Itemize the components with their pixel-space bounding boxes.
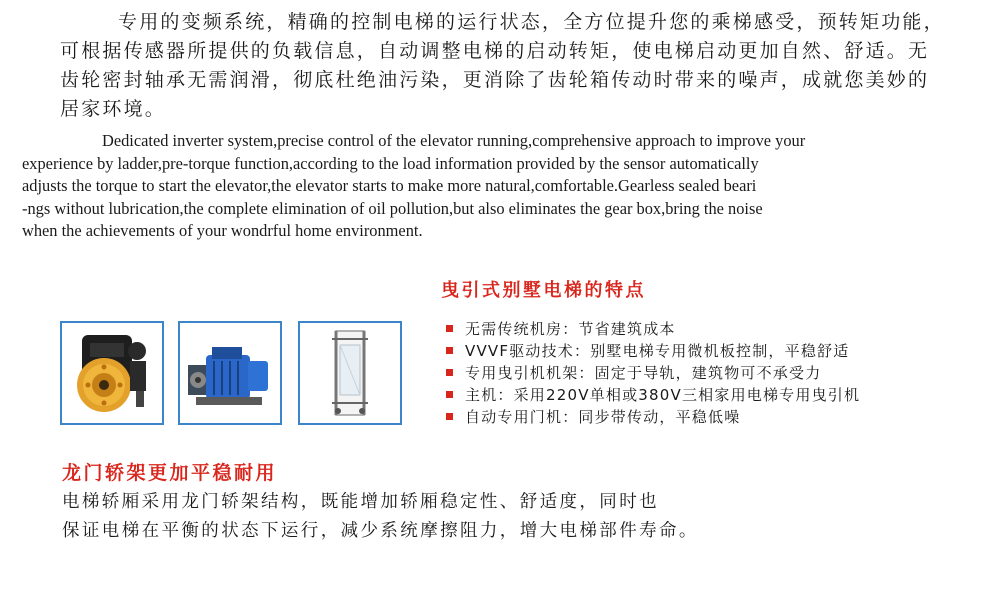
square-bullet-icon <box>446 325 453 332</box>
geared-motor-image <box>178 321 282 425</box>
traction-machine-icon <box>64 325 160 421</box>
intro-english-paragraph <box>22 130 947 243</box>
gantry-section-title: 龙门轿架更加平稳耐用 <box>62 462 278 484</box>
square-bullet-icon <box>446 369 453 376</box>
features-list <box>446 317 860 427</box>
features-title: 曳引式别墅电梯的特点 <box>441 280 646 301</box>
english-line: when the achievements of your wondrful home environment. <box>22 221 423 241</box>
intro-chinese-paragraph: 专用的变频系统，精确的控制电梯的运行状态，全方位提升您的乘梯感受，预转矩功能，可根据传感器所提供的负载信息，自动调整电梯的启动转矩，使电梯启动更加自然、舒适。无齿轮密封轴承无需润滑，彻底杜绝油污染，更消除了齿轮箱传动时带来的噪声，成就您美妙的居家环境。 <box>60 11 945 120</box>
geared-motor-icon <box>182 325 278 421</box>
feature-item <box>446 405 860 427</box>
english-line: -ngs without lubrication,the complete elimination of oil pollution,but also eliminates the gear box,bring the noise <box>22 198 763 218</box>
gantry-paragraph <box>62 488 962 546</box>
square-bullet-icon <box>446 347 453 354</box>
feature-item <box>446 383 860 405</box>
square-bullet-icon <box>446 391 453 398</box>
gantry-line: 保证电梯在平衡的状态下运行，减少系统摩擦阻力，增大电梯部件寿命。 <box>62 521 699 541</box>
feature-text: 无需传统机房：节省建筑成本 <box>465 319 676 338</box>
feature-item <box>446 339 860 361</box>
traction-machine-image <box>60 321 164 425</box>
english-line: adjusts the torque to start the elevator,the elevator starts to make more natural,comfortable.Gearless sealed beari <box>22 176 757 196</box>
english-line: experience by ladder,pre-torque function,according to the load information provided by the sensor automatically <box>22 153 759 173</box>
gantry-line: 电梯轿厢采用龙门轿架结构，既能增加轿厢稳定性、舒适度，同时也 <box>62 492 659 512</box>
car-frame-image <box>298 321 402 425</box>
feature-text: 主机：采用220V单相或380V三相家用电梯专用曳引机 <box>465 385 861 404</box>
feature-item <box>446 317 860 339</box>
feature-text: VVVF驱动技术：别墅电梯专用微机板控制，平稳舒适 <box>465 341 850 360</box>
square-bullet-icon <box>446 413 453 420</box>
feature-text: 专用曳引机机架：固定于导轨，建筑物可不承受力 <box>465 363 822 382</box>
feature-item <box>446 361 860 383</box>
english-line: Dedicated inverter system,precise control of the elevator running,comprehensive approach to improve your <box>102 131 806 150</box>
car-frame-icon <box>302 325 398 421</box>
feature-text: 自动专用门机：同步带传动，平稳低噪 <box>465 407 741 426</box>
